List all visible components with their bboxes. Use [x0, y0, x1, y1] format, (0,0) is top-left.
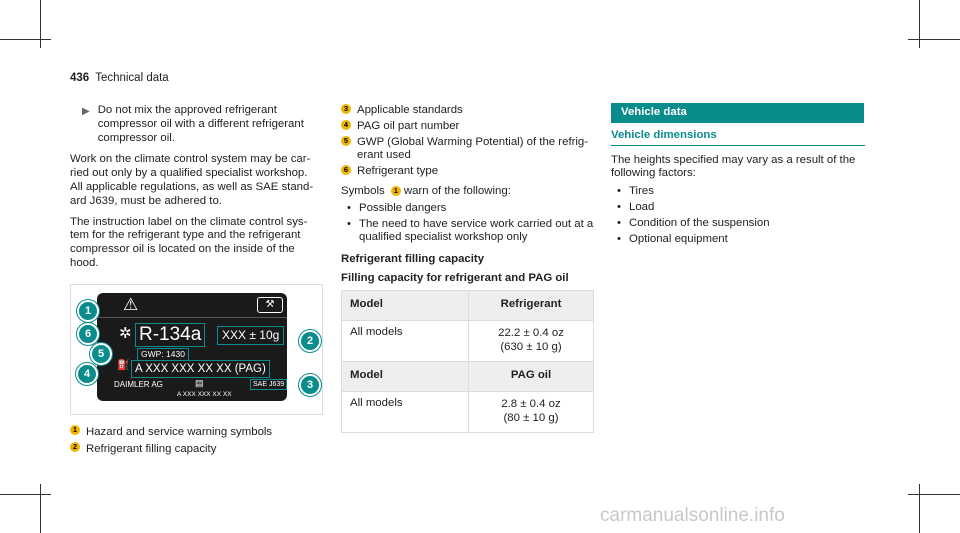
list-item: • Condition of the suspension [617, 216, 770, 229]
sae-standard: SAE J639 [250, 379, 287, 390]
column-1 [70, 104, 320, 278]
refrigerant-type: R-134a [135, 323, 205, 347]
page-number: 436 [70, 72, 90, 84]
oil-can-icon: ⛽ [117, 360, 130, 371]
legend-item: 4 PAG oil part number [341, 120, 595, 134]
watermark: carmanualsonline.info [600, 505, 785, 526]
note [82, 104, 320, 145]
section-subheading: Vehicle dimensions [611, 129, 865, 146]
section-title: Technical data [95, 72, 169, 84]
paragraph: Work on the climate control system may be carried out only by a qualified specialist workshop. All applicable regulations, as well as SAE standard J639, must be adhered to. [70, 153, 314, 207]
instruction-label [97, 293, 287, 401]
wrench-service-icon: ⚒ [257, 297, 283, 313]
callout-1: 1 [77, 300, 99, 322]
factors-list [611, 185, 865, 246]
paragraph: The heights specified may vary as a result of the following factors: [611, 153, 856, 180]
legend-item: 1 Hazard and service warning symbols [70, 425, 320, 440]
column-2 [341, 104, 595, 433]
note-arrow-icon: ▶ [82, 106, 90, 117]
capacity-table [341, 290, 594, 433]
label-part-number: A XXX XXX XX XX [177, 391, 232, 398]
section-bar: Vehicle data [611, 103, 864, 123]
note-text: Do not mix the approved refrigerant compressor oil with a different refrigerant compressor oil. [97, 104, 304, 144]
label-top-strip [97, 293, 287, 318]
table-header: PAG oil [469, 361, 594, 391]
figure-legend [70, 425, 320, 459]
callout-4: 4 [76, 363, 98, 385]
legend-item: 5 GWP (Global Warming Potential) of the refrigerant used [341, 136, 595, 164]
list-item: • Possible dangers [347, 201, 447, 214]
table-title: Filling capacity for refrigerant and PAG oil [341, 271, 569, 284]
pag-oil-part: A XXX XXX XX XX (PAG) [131, 360, 270, 378]
list-item: • Tires [617, 185, 654, 198]
manual-book-icon: ▤ [195, 378, 204, 388]
callout-6: 6 [77, 323, 99, 345]
table-row: All models 22.2 ± 0.4 oz (630 ± 10 g) [342, 320, 594, 361]
paragraph: The instruction label on the climate control system for the refrigerant type and the refrigerant compressor oil is located on the inside of the hood. [70, 215, 308, 269]
list-item: • The need to have service work carried out at a qualified specialist workshop only [347, 217, 594, 244]
table-header: Model [342, 290, 469, 320]
legend-item: 3 Applicable standards [341, 104, 595, 118]
filling-capacity: XXX ± 10g [217, 326, 284, 345]
callout-5: 5 [90, 343, 112, 365]
legend-item: 2 Refrigerant filling capacity [70, 442, 320, 457]
subheading: Refrigerant filling capacity [341, 253, 485, 266]
page-header [70, 72, 169, 84]
list-item: • Optional equipment [617, 232, 728, 245]
callout-2: 2 [299, 330, 321, 352]
table-header: Refrigerant [469, 290, 594, 320]
legend-item: 6 Refrigerant type [341, 165, 595, 179]
table-header: Model [342, 361, 469, 391]
gwp-value: GWP: 1430 [137, 348, 189, 361]
list-item: • Load [617, 200, 655, 213]
symbols-list [341, 202, 595, 245]
manufacturer: DAIMLER AG [114, 380, 163, 389]
warning-triangle-icon: ⚠ [123, 295, 139, 314]
table-row: All models 2.8 ± 0.4 oz (80 ± 10 g) [342, 391, 594, 432]
symbols-intro: Symbols 1 warn of the following: [341, 184, 511, 197]
gear-icon: ✲ [119, 325, 132, 342]
callout-3: 3 [299, 374, 321, 396]
column-3 [611, 103, 865, 252]
